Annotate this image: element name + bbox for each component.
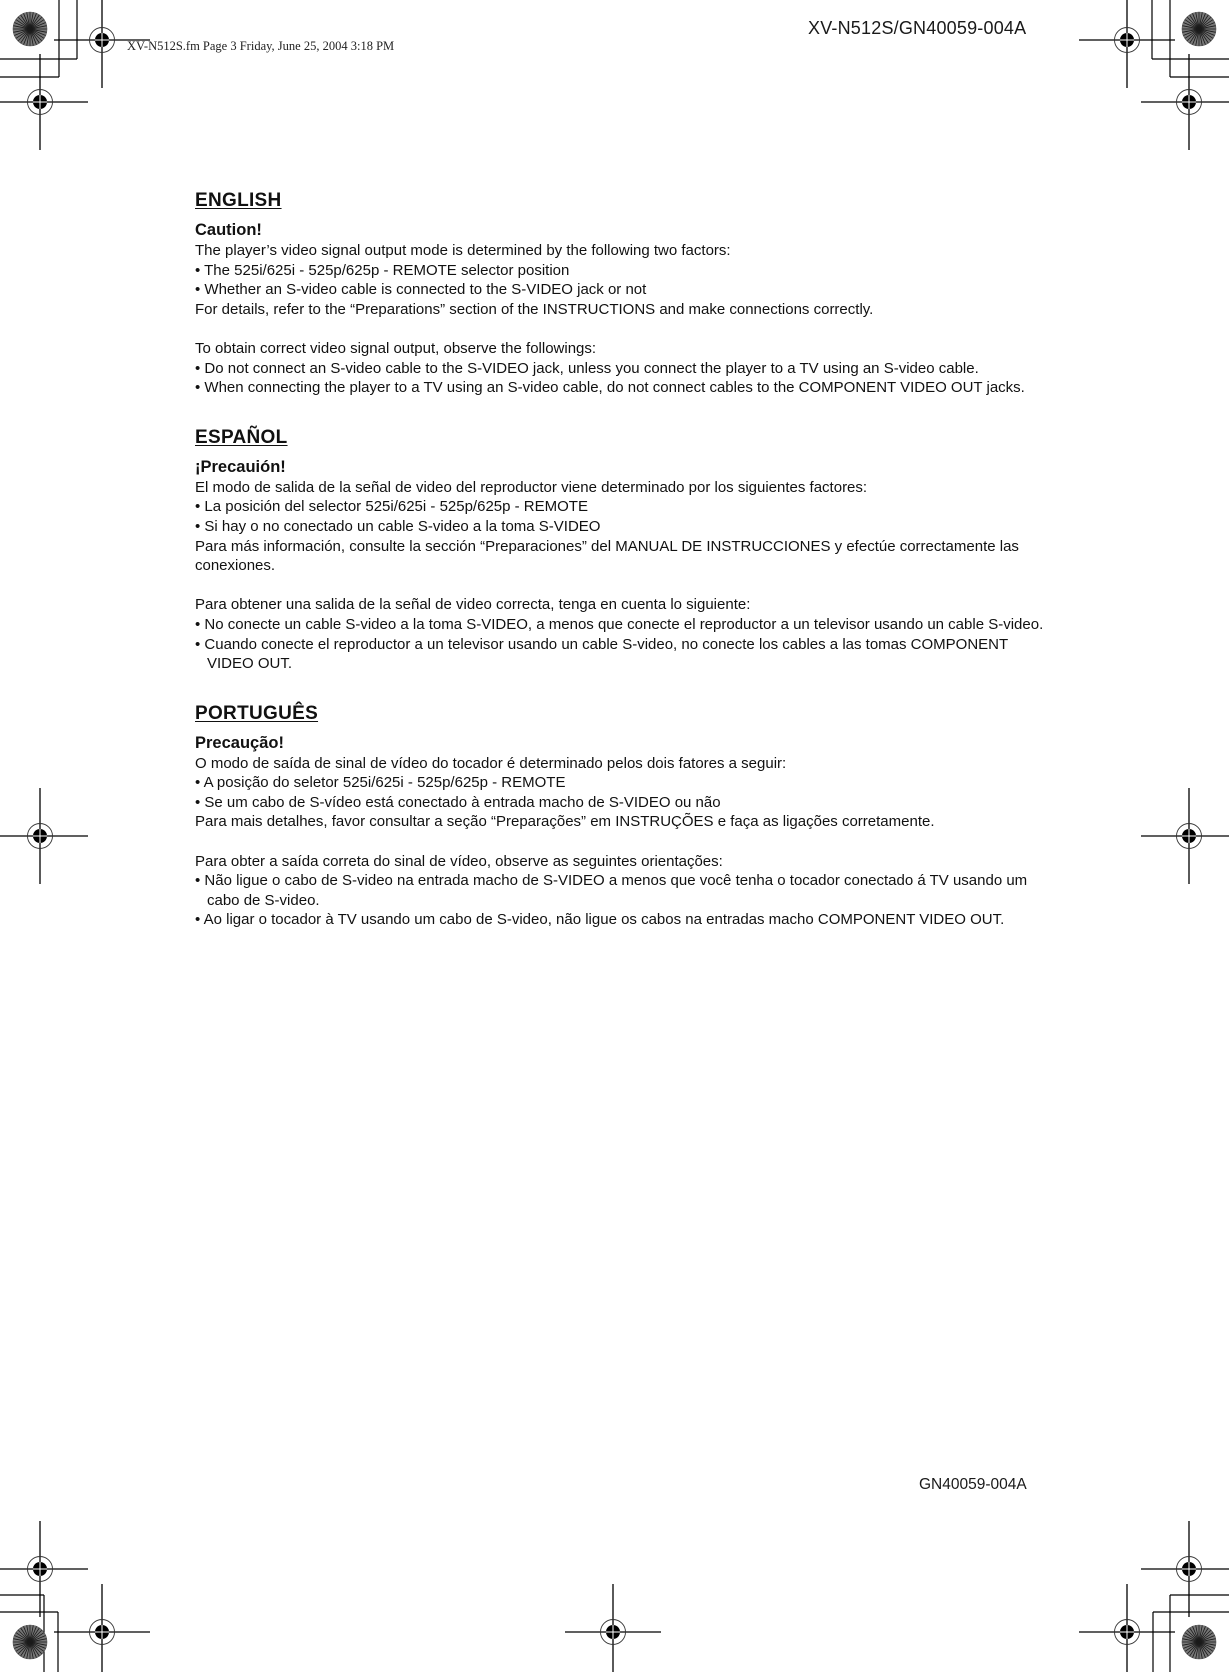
document-id-header: XV-N512S/GN40059-004A [808, 18, 1027, 38]
language-heading: ENGLISH [195, 190, 282, 211]
section-english [195, 188, 1045, 398]
language-heading: ESPAÑOL [195, 426, 288, 448]
intro-text: O modo de saída de sinal de vídeo do tocador é determinado pelos dois fatores a seguir: [195, 754, 787, 772]
factor-item: • A posição do seletor 525i/625i - 525p/625p - REMOTE [195, 774, 566, 792]
framemaker-slug: XV-N512S.fm Page 3 Friday, June 25, 2004 3:18 PM [127, 39, 395, 53]
section-portugues [195, 701, 1045, 930]
details-text: Para mais detalhes, favor consultar a seção “Preparações” em INSTRUÇÕES e faça as ligações corretamente. [195, 813, 935, 831]
language-heading: PORTUGUÊS [195, 702, 319, 724]
factor-item: • La posición del selector 525i/625i - 525p/625p - REMOTE [195, 498, 588, 516]
factor-item: • Se um cabo de S-vídeo está conectado à entrada macho de S-VIDEO ou não [195, 793, 721, 811]
document-body [195, 188, 1045, 957]
details-text: Para más información, consulte la sección “Preparaciones” del MANUAL DE INSTRUCCIONES y efectúe correctamente las conexiones. [195, 537, 1019, 575]
observe-intro: Para obter a saída correta do sinal de vídeo, observe as seguintes orientações: [195, 852, 723, 870]
observe-item: • Cuando conecte el reproductor a un televisor usando un cable S-video, no conecte los cables a las tomas COMPONENT VIDEO OUT. [195, 635, 1008, 673]
details-text: For details, refer to the “Preparations” section of the INSTRUCTIONS and make connections correctly. [195, 300, 874, 318]
factor-item: • Whether an S-video cable is connected to the S-VIDEO jack or not [195, 281, 647, 299]
caution-title: Precaução! [195, 733, 284, 752]
caution-title: ¡Precauión! [195, 457, 286, 476]
intro-text: El modo de salida de la señal de video del reproductor viene determinado por los siguientes factores: [195, 478, 868, 496]
observe-item: • Ao ligar o tocador à TV usando um cabo de S-video, não ligue os cabos na entradas macho COMPONENT VIDEO OUT. [195, 911, 1005, 929]
factor-item: • Si hay o no conectado un cable S-video a la toma S-VIDEO [195, 517, 601, 535]
section-espanol [195, 425, 1045, 674]
observe-intro: Para obtener una salida de la señal de video correcta, tenga en cuenta lo siguiente: [195, 596, 751, 614]
factor-item: • The 525i/625i - 525p/625p - REMOTE selector position [195, 261, 570, 279]
observe-item: • No conecte un cable S-video a la toma S-VIDEO, a menos que conecte el reproductor a un televisor usando un cable S-video. [195, 615, 1044, 633]
caution-title: Caution! [195, 221, 262, 239]
intro-text: The player’s video signal output mode is determined by the following two factors: [195, 242, 731, 259]
observe-item: • When connecting the player to a TV using an S-video cable, do not connect cables to the COMPONENT VIDEO OUT jacks. [195, 379, 1025, 397]
observe-intro: To obtain correct video signal output, observe the followings: [195, 339, 597, 357]
observe-item: • Não ligue o cabo de S-video na entrada macho de S-VIDEO a menos que você tenha o tocador conectado á TV usando um cabo de S-video. [195, 872, 1028, 909]
document-id-footer: GN40059-004A [919, 1476, 1027, 1493]
observe-item: • Do not connect an S-video cable to the S-VIDEO jack, unless you connect the player to a TV using an S-video cable. [195, 359, 979, 377]
